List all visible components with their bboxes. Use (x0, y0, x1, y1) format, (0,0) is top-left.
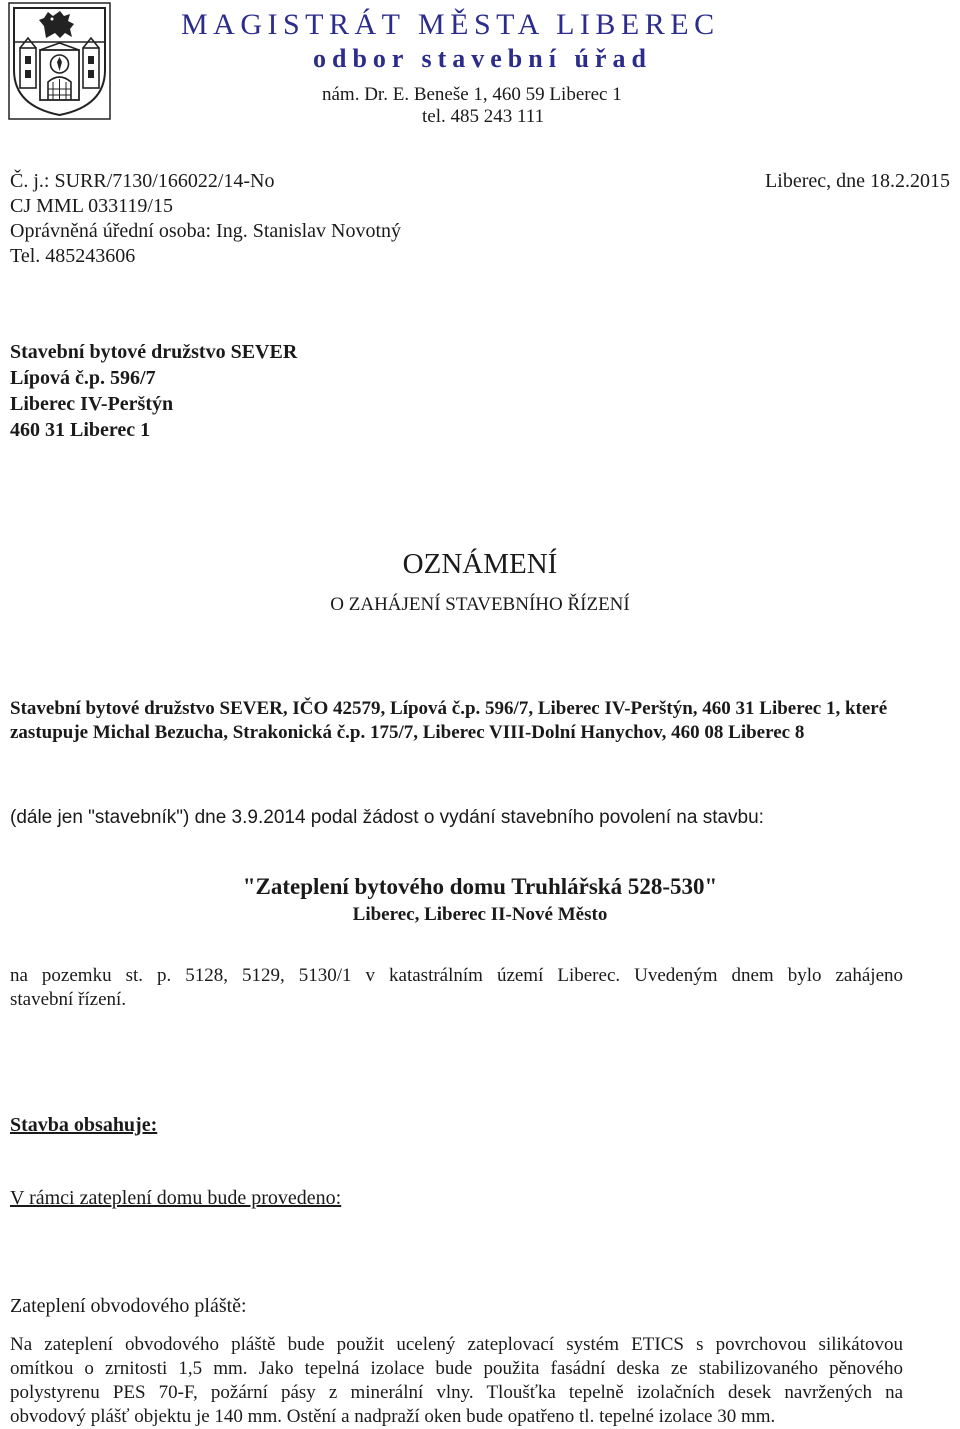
document-date: Liberec, dne 18.2.2015 (765, 170, 950, 192)
facade-heading: Zateplení obvodového pláště: (10, 1295, 247, 1317)
scope-heading: V rámci zateplení domu bude provedeno: (10, 1187, 342, 1209)
paragraph-line: Na zateplení obvodového pláště bude použit ucelený zateplovací systém ETICS s povrchovou silikátovou (10, 1334, 903, 1355)
authority-title: MAGISTRÁT MĚSTA LIBEREC (181, 8, 720, 41)
recipient-line: Lípová č.p. 596/7 (10, 367, 156, 389)
cj-mml-number: CJ MML 033119/15 (10, 195, 173, 217)
notice-title: OZNÁMENÍ (402, 548, 558, 580)
contains-heading: Stavba obsahuje: (10, 1114, 158, 1136)
paragraph-line: polystyrenu PES 70-F, požární pásy z minerální vlny. Tloušťka tepelně izolačních desek navržených na (10, 1382, 903, 1403)
official-person: Oprávněná úřední osoba: Ing. Stanislav Novotný (10, 220, 402, 242)
paragraph-line: obvodový plášť objektu je 140 mm. Ostění a nadpraží oken bude opatřeno tl. tepelné izolace 30 mm. (10, 1406, 776, 1427)
recipient-line: Stavební bytové družstvo SEVER (10, 341, 298, 363)
facade-paragraph (10, 1333, 903, 1429)
liberec-coat-of-arms-icon (8, 2, 111, 120)
paragraph-line: na pozemku st. p. 5128, 5129, 5130/1 v katastrálním území Liberec. Uvedeným dnem bylo zahájeno (10, 965, 903, 986)
paragraph-line: stavební řízení. (10, 989, 127, 1010)
authority-phone: tel. 485 243 111 (422, 106, 545, 127)
notice-subtitle: O ZAHÁJENÍ STAVEBNÍHO ŘÍZENÍ (330, 594, 630, 615)
recipient-address (10, 339, 297, 443)
application-statement: (dále jen "stavebník") dne 3.9.2014 podal žádost o vydání stavebního povolení na stavbu: (10, 807, 764, 828)
case-number: Č. j.: SURR/7130/166022/14-No (10, 170, 275, 192)
parcel-paragraph (10, 964, 903, 1012)
building-name: "Zateplení bytového domu Truhlářská 528-530" (242, 874, 718, 899)
applicant-party: Stavební bytové družstvo SEVER, IČO 42579, Lípová č.p. 596/7, Liberec IV-Perštýn, 460 31 Liberec 1, které zastupuje Michal Bezucha, Strakonická č.p. 175/7, Liberec VIII-Dolní Hanychov, 460 08 Liberec 8 (10, 698, 888, 743)
building-location: Liberec, Liberec II-Nové Město (352, 904, 608, 925)
department-name: odbor stavební úřad (313, 44, 652, 73)
paragraph-line: omítkou o zrnitosti 1,5 mm. Jako tepelná izolace bude použita fasádní deska ze stabilizovaného pěnového (10, 1358, 903, 1379)
official-phone: Tel. 485243606 (10, 245, 136, 267)
recipient-line: Liberec IV-Perštýn (10, 393, 174, 415)
recipient-line: 460 31 Liberec 1 (10, 419, 151, 441)
authority-address: nám. Dr. E. Beneše 1, 460 59 Liberec 1 (322, 84, 622, 105)
